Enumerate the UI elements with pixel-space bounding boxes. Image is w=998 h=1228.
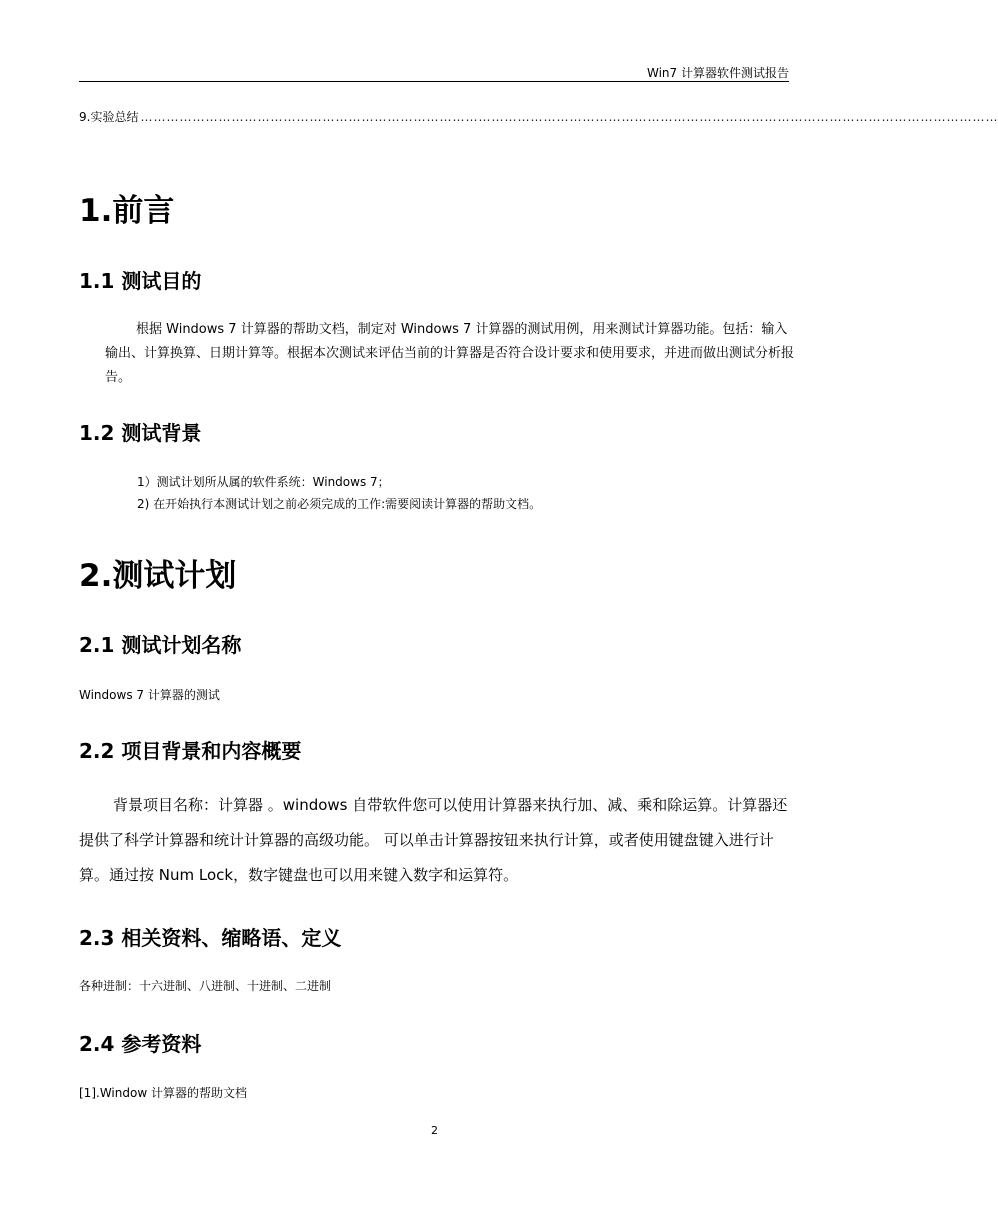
section-2-2-paragraph: 背景项目名称：计算器 。windows 自带软件您可以使用计算器来执行加、减、乘和除运算。计算器还提供了科学计算器和统计计算器的高级功能。 可以单击计算器按钮来执行计算，或者使用键盘键入进行计算。通过按 Num Lock，数字键盘也可以用来键入数字和运算符。 [79, 796, 788, 884]
section-2-4-heading: 2.4 参考资料 [79, 1032, 202, 1056]
section-2-heading: 2.测试计划 [79, 558, 237, 594]
list-item: 2) 在开始执行本测试计划之前必须完成的工作:需要阅读计算器的帮助文档。 [137, 497, 542, 511]
toc-entry-label: 9.实验总结 [79, 110, 139, 124]
page-number: 2 [431, 1124, 438, 1137]
section-1-2-heading: 1.2 测试背景 [79, 421, 202, 445]
section-2-3-heading: 2.3 相关资料、缩略语、定义 [79, 926, 342, 950]
section-1-1-paragraph: 根据 Windows 7 计算器的帮助文档，制定对 Windows 7 计算器的测试用例，用来测试计算器功能。包括：输入输出、计算换算、日期计算等。根据本次测试来评估当前的计算器是否符合设计要求和使用要求，并进而做出测试分析报告。 [105, 322, 795, 385]
section-2-2-heading: 2.2 项目背景和内容概要 [79, 739, 302, 763]
toc-leader-dots: ……………………………………………………………………………………………………………………………………………………………………………… [140, 110, 998, 124]
section-1-heading: 1.前言 [79, 193, 175, 229]
section-2-1-heading: 2.1 测试计划名称 [79, 633, 242, 657]
list-item: 1）测试计划所从属的软件系统：Windows 7； [137, 475, 390, 489]
section-2-1-text: Windows 7 计算器的测试 [79, 688, 220, 702]
section-2-3-text: 各种进制：十六进制、八进制、十进制、二进制 [79, 979, 332, 993]
toc-entry [79, 108, 998, 125]
section-2-4-text: [1].Window 计算器的帮助文档 [79, 1086, 247, 1100]
section-1-1-heading: 1.1 测试目的 [79, 269, 202, 293]
running-header-title: Win7 计算器软件测试报告 [647, 66, 789, 80]
header-divider [79, 81, 789, 82]
